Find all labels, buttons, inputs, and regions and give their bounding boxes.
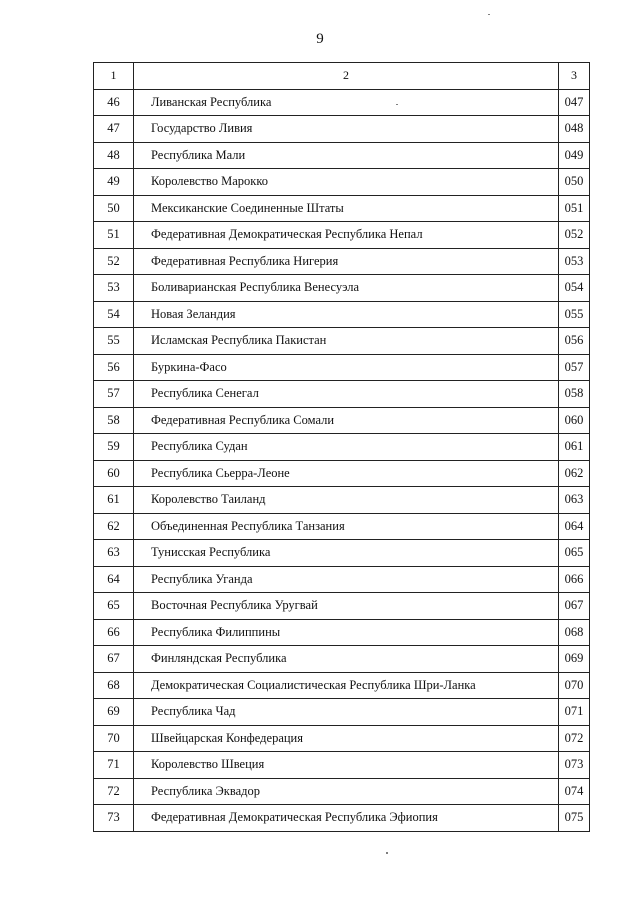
table-row — [94, 699, 590, 726]
row-number: 62 — [94, 513, 134, 540]
row-number: 68 — [94, 672, 134, 699]
row-number: 73 — [94, 805, 134, 832]
table-row — [94, 142, 590, 169]
row-number: 71 — [94, 752, 134, 779]
country-name: Королевство Таиланд — [134, 487, 559, 514]
country-code: 066 — [559, 566, 590, 593]
table-body — [94, 89, 590, 831]
row-number: 67 — [94, 646, 134, 673]
row-number: 72 — [94, 778, 134, 805]
country-name: Республика Судан — [134, 434, 559, 461]
country-name: Республика Мали — [134, 142, 559, 169]
country-code: 055 — [559, 301, 590, 328]
country-code: 071 — [559, 699, 590, 726]
country-code: 054 — [559, 275, 590, 302]
country-code: 051 — [559, 195, 590, 222]
country-code: 048 — [559, 116, 590, 143]
table-row — [94, 169, 590, 196]
table-row — [94, 619, 590, 646]
table-row — [94, 778, 590, 805]
table-row — [94, 248, 590, 275]
country-code: 074 — [559, 778, 590, 805]
country-name: Демократическая Социалистическая Республика Шри-Ланка — [134, 672, 559, 699]
header-col-name: 2 — [134, 63, 559, 90]
row-number: 65 — [94, 593, 134, 620]
country-code: 068 — [559, 619, 590, 646]
table-row — [94, 89, 590, 116]
country-name: Буркина-Фасо — [134, 354, 559, 381]
table-row — [94, 725, 590, 752]
table-header-row — [94, 63, 590, 90]
row-number: 56 — [94, 354, 134, 381]
country-code: 052 — [559, 222, 590, 249]
country-name: Финляндская Республика — [134, 646, 559, 673]
row-number: 58 — [94, 407, 134, 434]
country-code: 065 — [559, 540, 590, 567]
row-number: 70 — [94, 725, 134, 752]
row-number: 48 — [94, 142, 134, 169]
table-row — [94, 195, 590, 222]
row-number: 47 — [94, 116, 134, 143]
table-row — [94, 566, 590, 593]
country-name: Федеративная Демократическая Республика Непал — [134, 222, 559, 249]
country-code: 075 — [559, 805, 590, 832]
country-code: 061 — [559, 434, 590, 461]
country-code: 050 — [559, 169, 590, 196]
table-row — [94, 328, 590, 355]
country-name: Восточная Республика Уругвай — [134, 593, 559, 620]
country-name: Исламская Республика Пакистан — [134, 328, 559, 355]
row-number: 54 — [94, 301, 134, 328]
country-name: Боливарианская Республика Венесуэла — [134, 275, 559, 302]
country-code: 047 — [559, 89, 590, 116]
table-row — [94, 275, 590, 302]
country-code: 060 — [559, 407, 590, 434]
table-row — [94, 381, 590, 408]
country-code: 058 — [559, 381, 590, 408]
table-row — [94, 513, 590, 540]
table-row — [94, 646, 590, 673]
country-name: Ливанская Республика — [134, 89, 559, 116]
row-number: 50 — [94, 195, 134, 222]
row-number: 51 — [94, 222, 134, 249]
country-code: 069 — [559, 646, 590, 673]
country-name: Мексиканские Соединенные Штаты — [134, 195, 559, 222]
country-name: Республика Уганда — [134, 566, 559, 593]
country-name: Королевство Швеция — [134, 752, 559, 779]
row-number: 63 — [94, 540, 134, 567]
country-code: 067 — [559, 593, 590, 620]
row-number: 53 — [94, 275, 134, 302]
country-code: 064 — [559, 513, 590, 540]
row-number: 66 — [94, 619, 134, 646]
country-name: Республика Сьерра-Леоне — [134, 460, 559, 487]
country-name: Новая Зеландия — [134, 301, 559, 328]
scan-speck — [488, 14, 490, 15]
scan-speck — [386, 852, 388, 854]
country-name: Федеративная Республика Сомали — [134, 407, 559, 434]
table-row — [94, 116, 590, 143]
country-name: Королевство Марокко — [134, 169, 559, 196]
country-name: Государство Ливия — [134, 116, 559, 143]
country-code: 063 — [559, 487, 590, 514]
country-name: Федеративная Демократическая Республика Эфиопия — [134, 805, 559, 832]
row-number: 60 — [94, 460, 134, 487]
country-code: 056 — [559, 328, 590, 355]
country-name: Республика Сенегал — [134, 381, 559, 408]
row-number: 59 — [94, 434, 134, 461]
table-row — [94, 222, 590, 249]
table-row — [94, 434, 590, 461]
country-name: Объединенная Республика Танзания — [134, 513, 559, 540]
row-number: 61 — [94, 487, 134, 514]
table-row — [94, 672, 590, 699]
row-number: 64 — [94, 566, 134, 593]
country-code: 070 — [559, 672, 590, 699]
row-number: 49 — [94, 169, 134, 196]
country-code-table — [93, 62, 590, 832]
country-name: Федеративная Республика Нигерия — [134, 248, 559, 275]
table-row — [94, 805, 590, 832]
country-code: 053 — [559, 248, 590, 275]
row-number: 69 — [94, 699, 134, 726]
country-code: 073 — [559, 752, 590, 779]
country-code: 057 — [559, 354, 590, 381]
country-code: 049 — [559, 142, 590, 169]
country-code: 072 — [559, 725, 590, 752]
row-number: 52 — [94, 248, 134, 275]
country-name: Тунисская Республика — [134, 540, 559, 567]
table-row — [94, 407, 590, 434]
page-number: 9 — [316, 31, 324, 47]
row-number: 46 — [94, 89, 134, 116]
table-row — [94, 354, 590, 381]
country-name: Республика Эквадор — [134, 778, 559, 805]
header-col-code: 3 — [559, 63, 590, 90]
row-number: 57 — [94, 381, 134, 408]
header-col-number: 1 — [94, 63, 134, 90]
table-row — [94, 593, 590, 620]
table-row — [94, 487, 590, 514]
country-name: Республика Филиппины — [134, 619, 559, 646]
country-name: Швейцарская Конфедерация — [134, 725, 559, 752]
row-number: 55 — [94, 328, 134, 355]
table-row — [94, 540, 590, 567]
country-name: Республика Чад — [134, 699, 559, 726]
table-row — [94, 460, 590, 487]
scan-speck — [396, 104, 398, 105]
table-row — [94, 752, 590, 779]
country-code: 062 — [559, 460, 590, 487]
table-row — [94, 301, 590, 328]
